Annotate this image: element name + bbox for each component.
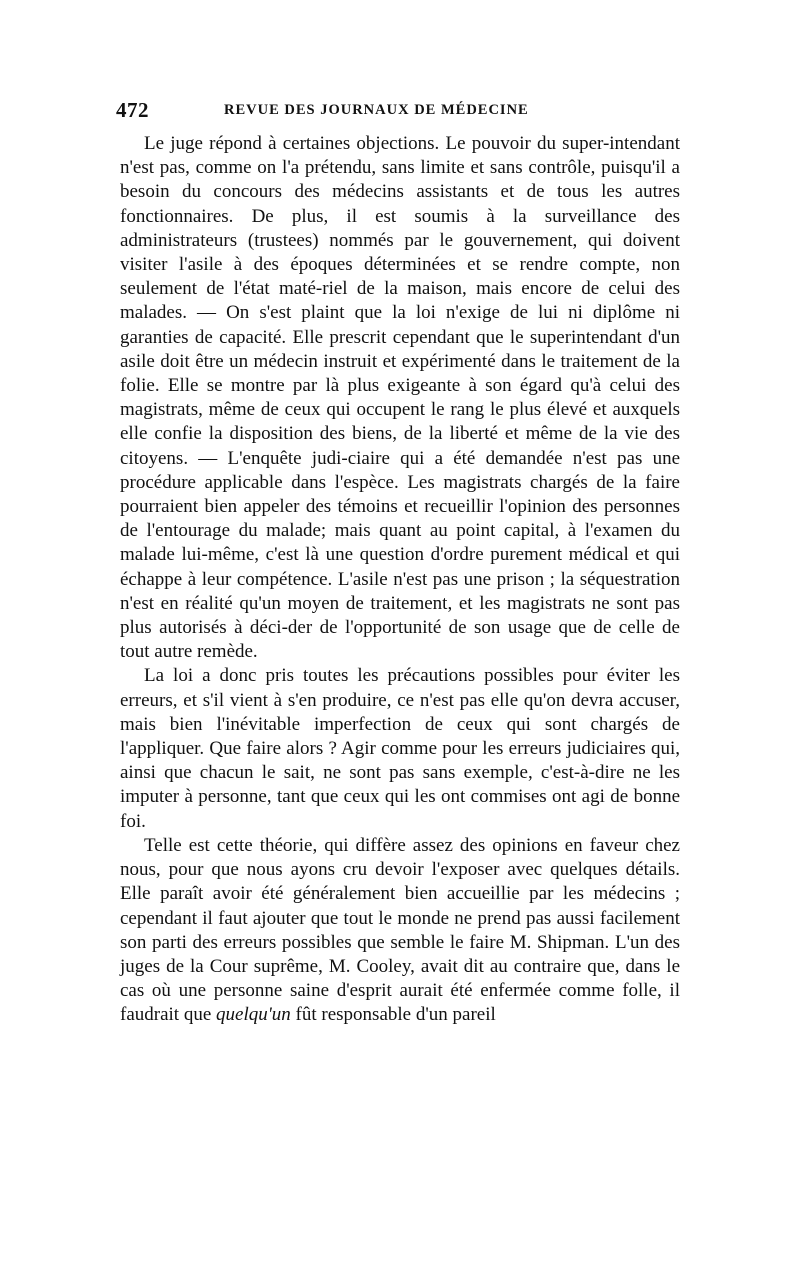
book-page xyxy=(116,98,680,1028)
paragraph-2: La loi a donc pris toutes les précautions possibles pour éviter les erreurs, et s'il vient à s'en produire, ce n'est pas elle qu'on devra accuser, mais bien l'inévitable imperfection de ceux qui sont chargés de l'appliquer. Que faire alors ? Agir comme pour les erreurs judiciaires qui, ainsi que chacun le sait, ne sont pas sans exemple, c'est-à-dire ne les imputer à personne, tant que ceux qui les ont commises ont agi de bonne foi. xyxy=(120,665,680,832)
paragraph-1: Le juge répond à certaines objections. Le pouvoir du super-intendant n'est pas, comme on l'a prétendu, sans limite et sans contrôle, puisqu'il a besoin du concours des médecins assistants et de tous les autres fonctionnaires. De plus, il est soumis à la surveillance des administrateurs (trustees) nommés par le gouvernement, qui doivent visiter l'asile à des époques déterminées et se rendre compte, non seulement de l'état maté-riel de la maison, mais encore de celui des malades. — On s'est plaint que la loi n'exige de lui ni diplôme ni garanties de capacité. Elle prescrit cependant que le superintendant d'un asile doit être un médecin instruit et expérimenté dans le traitement de la folie. Elle se montre par là plus exigeante à son égard qu'à celui des magistrats, même de ceux qui occupent le rang le plus élevé et auxquels elle confie la disposition des biens, de la liberté et même de la vie des citoyens. — L'enquête judi-ciaire qui a été demandée n'est pas une procédure applicable dans l'espèce. Les magistrats chargés de la faire pourraient bien appeler des témoins et recueillir l'opinion des personnes de l'entourage du malade; mais quant au point capital, à l'examen du malade lui-même, c'est là une question d'ordre purement médical et qui échappe à leur compétence. L'asile n'est pas une prison ; la séquestration n'est en réalité qu'un moyen de traitement, et les magistrats ne sont pas plus autorisés à déci-der de l'opportunité de son usage que de celle de tout autre remède. xyxy=(120,133,680,663)
body-text xyxy=(120,132,680,1028)
page-header xyxy=(116,98,680,122)
running-title: REVUE DES JOURNAUX DE MÉDECINE xyxy=(224,102,529,118)
paragraph-3-emphasis: quelqu'un xyxy=(216,1004,291,1026)
paragraph-3-continuation: fût responsable d'un pareil xyxy=(290,1004,496,1026)
page-number: 472 xyxy=(116,98,149,122)
paragraph-3-text: Telle est cette théorie, qui diffère assez des opinions en faveur chez nous, pour que nous ayons cru devoir l'exposer avec quelques détails. Elle paraît avoir été généralement bien accueillie par les médecins ; cependant il faut ajouter que tout le monde ne prend pas aussi facilement son parti des erreurs possibles que semble le faire M. Shipman. L'un des juges de la Cour suprême, M. Cooley, avait dit au contraire que, dans le cas où une personne saine d'esprit aurait été enfermée comme folle, il faudrait que xyxy=(120,834,680,1026)
paragraph-3 xyxy=(120,834,680,1028)
